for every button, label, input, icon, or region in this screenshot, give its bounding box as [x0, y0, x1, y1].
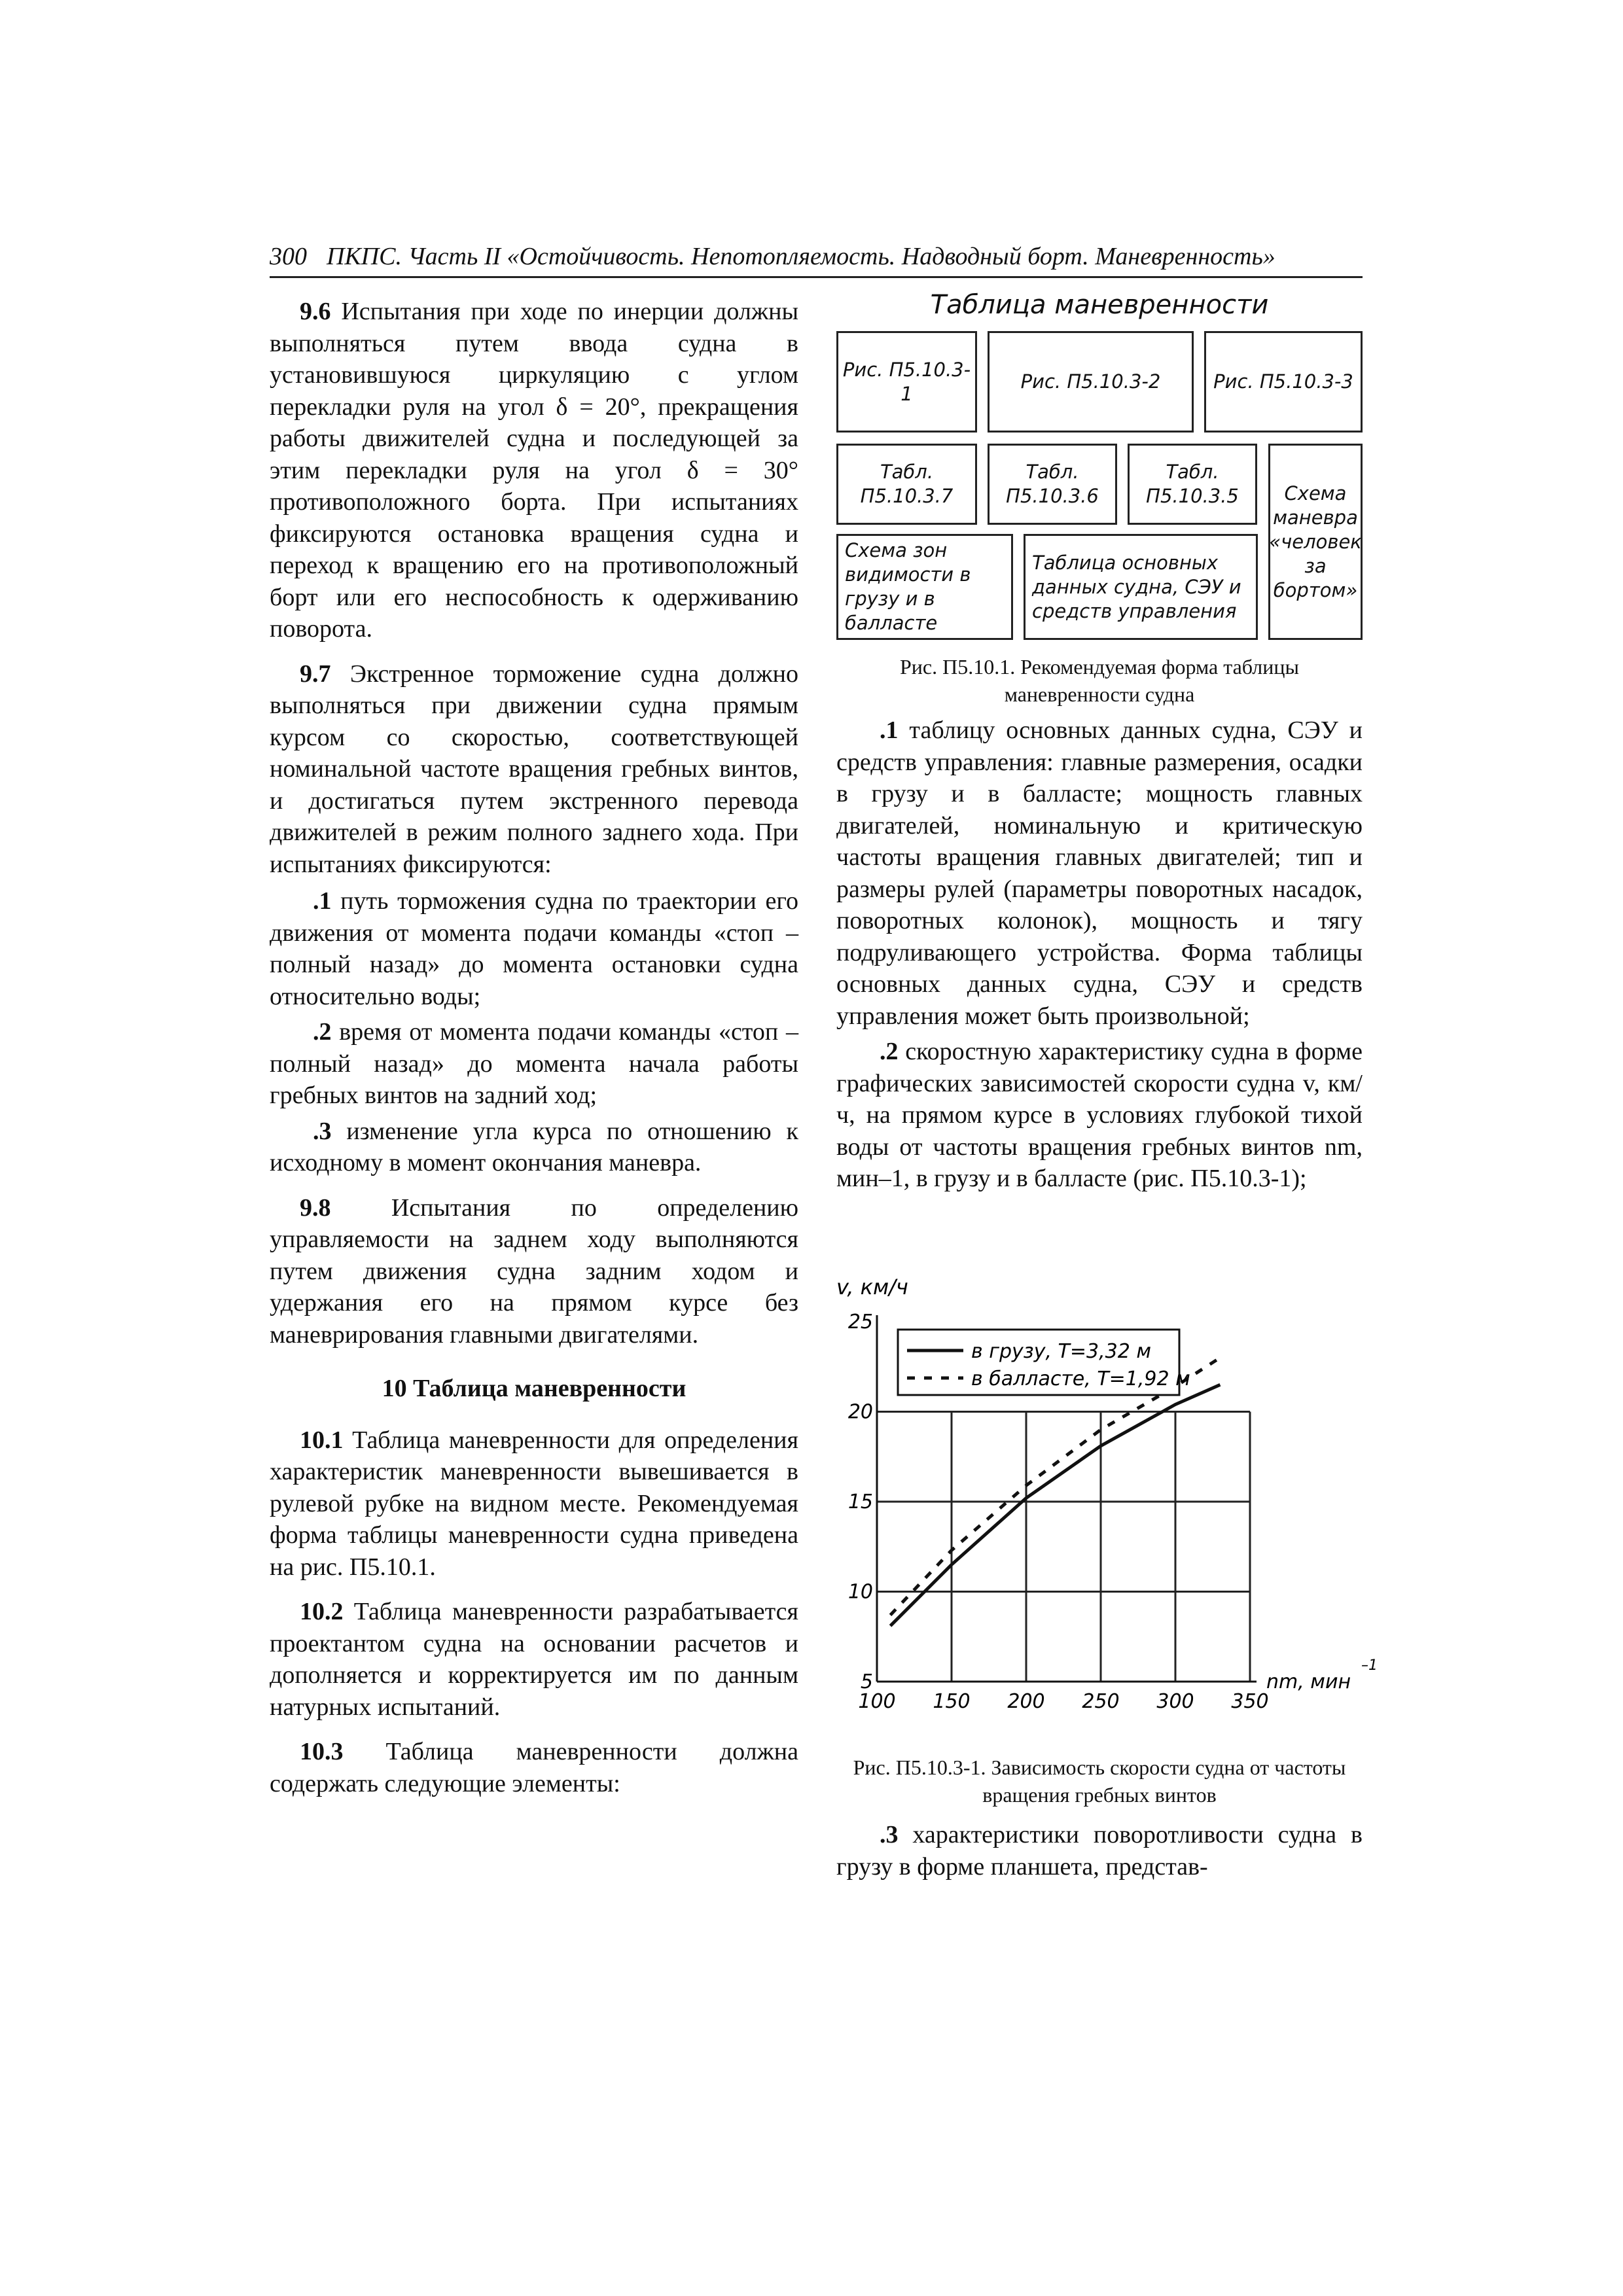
x-tick-label: 150: [933, 1690, 971, 1713]
cell-fig-3: Рис. П5.10.3-3: [1204, 331, 1363, 433]
y-tick-label: 10: [847, 1580, 873, 1604]
paragraph-10-1: 10.1 Таблица маневренности для определения характеристик маневренности вывешивается в рулевой рубке на видном месте. Рекомендуемая форма таблицы маневренности судна приведена на рис. П5.10.1.: [270, 1426, 798, 1581]
x-axis-label-superscript: –1: [1361, 1657, 1378, 1674]
list-item-9-7-3: .3 изменение угла курса по отношению к исходному в момент окончания маневра.: [270, 1117, 798, 1176]
speed-chart: [831, 1275, 1378, 1734]
cell-table-6: Табл. П5.10.3.6: [988, 444, 1117, 525]
paragraph-10-2: 10.2 Таблица маневренности разрабатывается проектантом судна на основании расчетов и дополняется и корректируется им по данным натурных испытаний.: [270, 1598, 798, 1721]
y-tick-label: 20: [847, 1400, 873, 1424]
series-line-1: [891, 1385, 1221, 1626]
cell-table-5: Табл. П5.10.3.5: [1128, 444, 1257, 525]
section-10-title: 10 Таблица маневренности: [382, 1375, 687, 1402]
right-column-bottom: [836, 1819, 1363, 1886]
list-item-9-7-2: .2 время от момента подачи команды «стоп – полный назад» до момента начала работы гребных винтов на задний ход;: [270, 1018, 798, 1109]
cell-man-overboard: Схема маневра «человек за бортом»: [1268, 444, 1363, 640]
page-number: 300: [270, 243, 307, 270]
cell-main-data-table: Таблица основных данных судна, СЭУ и средств управления: [1024, 534, 1258, 640]
paragraph-9-7: 9.7 Экстренное торможение судна должно выполняться при движении судна прямым курсом со скоростью, соответствующей номинальной частоте вращения гребных винтов, и достигаться путем экстренного перевода движителей в режим полного заднего хода. При испытаниях фиксируются:: [270, 660, 798, 878]
x-tick-label: 250: [1082, 1690, 1120, 1713]
x-tick-label: 300: [1156, 1690, 1194, 1713]
running-title: ПКПС. Часть II «Остойчивость. Непотопляемость. Надводный борт. Маневренность»: [327, 243, 1275, 270]
x-tick-label: 350: [1231, 1690, 1269, 1713]
running-header: [270, 237, 1363, 278]
paragraph-9-8: 9.8 Испытания по определению управляемости на заднем ходу выполняются путем движения судна задним ходом и удержания его на прямом курсе без маневрирования главными двигателями.: [270, 1193, 798, 1349]
speed-chart-caption: Рис. П5.10.3-1. Зависимость скорости судна от частоты вращения гребных винтов: [853, 1756, 1346, 1807]
y-tick-label: 25: [847, 1311, 873, 1333]
x-tick-label: 100: [858, 1690, 896, 1713]
paragraph-9-6: 9.6 Испытания при ходе по инерции должны выполняться путем ввода судна в установившуюся циркуляцию с углом перекладки руля на угол δ = 20°, прекращения работы движителей судна и последующей за этим перекладки руля на угол δ = 30° противоположного борта. При испытаниях фиксируются остановка вращения судна и переход к вращению его на противоположный борт или его неспособность к одерживанию поворота.: [270, 298, 798, 643]
cell-fig-2: Рис. П5.10.3-2: [988, 331, 1194, 433]
legend-label-2: в балласте, Т=1,92 м: [971, 1368, 1190, 1390]
y-tick-label: 5: [860, 1670, 873, 1693]
paragraph-10-3: 10.3 Таблица маневренности должна содержать следующие элементы:: [270, 1738, 798, 1797]
x-axis-label: nm, мин: [1266, 1670, 1351, 1693]
left-column: [270, 296, 798, 1812]
speed-chart-svg: [831, 1275, 1378, 1734]
cell-table-7: Табл. П5.10.3.7: [836, 444, 977, 525]
right-column: [836, 715, 1363, 1199]
list-item-10-3-3: .3 характеристики поворотливости судна в грузу в форме планшета, представ-: [836, 1821, 1363, 1881]
y-axis-label: v, км/ч: [836, 1275, 908, 1299]
cell-fig-1: Рис. П5.10.3-1: [836, 331, 977, 433]
list-item-10-3-1: .1 таблицу основных данных судна, СЭУ и средств управления: главные размерения, осадки в грузу и в балласте; мощность главных двигателей, номинальную и критическую частоты вращения главных двигателей; тип и размеры рулей (параметры поворотных насадок, поворотных колонок), мощность и тягу подруливающего устройства. Форма таблицы основных данных судна, СЭУ и средств управления может быть произвольной;: [836, 716, 1363, 1030]
x-tick-label: 200: [1007, 1690, 1045, 1713]
list-item-9-7-1: .1 путь торможения судна по траектории его движения от момента подачи команды «стоп – полный назад» до момента остановки судна относительно воды;: [270, 887, 798, 1010]
maneuver-table-figure: [836, 285, 1363, 652]
y-tick-label: 15: [847, 1491, 873, 1513]
maneuver-table-caption: Рис. П5.10.1. Рекомендуемая форма таблицы маневренности судна: [900, 655, 1299, 706]
legend-label-1: в грузу, Т=3,32 м: [971, 1340, 1151, 1363]
maneuver-table-title: Таблица маневренности: [930, 290, 1269, 320]
list-item-10-3-2: .2 скоростную характеристику судна в форме графических зависимостей скорости судна v, км/ч, на прямом курсе в условиях глубокой тихой воды от частоты вращения гребных винтов nm, мин–1, в грузу и в балласте (рис. П5.10.3-1);: [836, 1038, 1363, 1192]
cell-visibility-scheme: Схема зон видимости в грузу и в балласте: [836, 534, 1013, 640]
